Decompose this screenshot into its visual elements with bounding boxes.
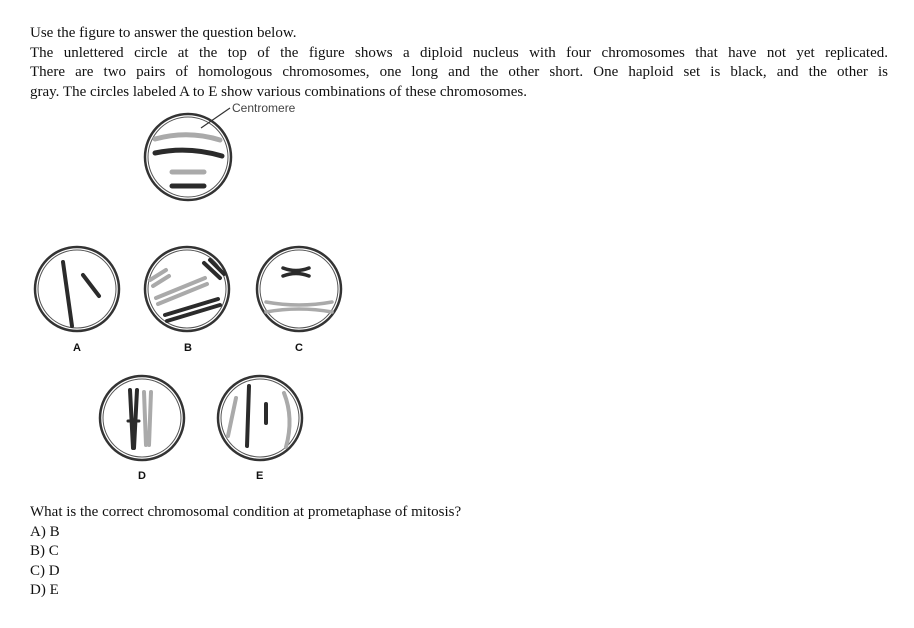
centromere-label: Centromere <box>232 101 296 115</box>
cell-b <box>145 247 229 331</box>
intro-line-4: gray. The circles labeled A to E show various combinations of these chromosomes. <box>30 83 527 100</box>
answer-option-d[interactable]: D) E <box>30 582 59 598</box>
question-prompt: What is the correct chromosomal condition at prometaphase of mitosis? <box>30 504 462 520</box>
intro-line-1: Use the figure to answer the question below. <box>30 25 297 41</box>
cell-a <box>35 247 119 331</box>
label-d: D <box>138 470 146 482</box>
intro-line-3: There are two pairs of homologous chromosomes, one long and the other short. One haploid set is black, and the other is <box>30 64 888 81</box>
question-block <box>30 503 461 601</box>
intro-line-2: The unlettered circle at the top of the figure shows a diploid nucleus with four chromosomes that have not yet replicated. <box>30 44 888 61</box>
label-a: A <box>73 342 81 354</box>
cell-c <box>257 247 341 331</box>
cell-e <box>218 376 302 460</box>
cell-d <box>100 376 184 460</box>
diploid-nucleus <box>145 108 231 200</box>
label-c: C <box>295 342 303 354</box>
answer-option-a[interactable]: A) B <box>30 523 60 540</box>
answer-option-c[interactable]: C) D <box>30 562 60 579</box>
label-e: E <box>256 470 264 482</box>
label-b: B <box>184 342 192 354</box>
answer-option-b[interactable]: B) C <box>30 543 59 559</box>
